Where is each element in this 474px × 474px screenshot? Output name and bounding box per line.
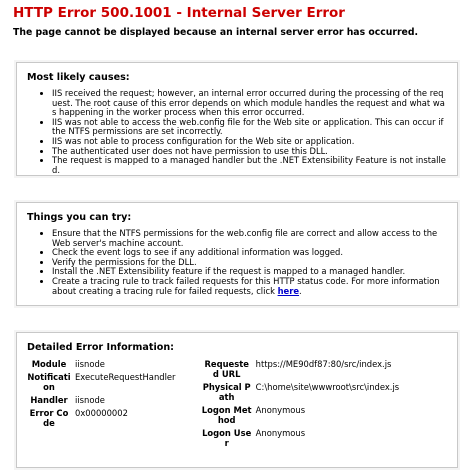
try-item: • Ensure that the NTFS permissions for the web.config file are correct and allow access to the Web server's machine account. bbox=[52, 229, 447, 248]
detail-value: Anonymous bbox=[255, 428, 306, 438]
try-item: • Install the .NET Extensibility feature if the request is mapped to a managed handler. bbox=[52, 267, 447, 277]
detail-row-module bbox=[27, 359, 180, 372]
cause-item: • The authenticated user does not have permission to use this DLL. bbox=[52, 147, 447, 157]
detail-value: iisnode bbox=[75, 359, 105, 369]
detail-row-logon-method bbox=[202, 405, 403, 428]
detail-value: ExecuteRequestHandler bbox=[75, 372, 176, 382]
detailed-error-heading: Detailed Error Information: bbox=[27, 342, 174, 353]
detailed-error-panel bbox=[16, 332, 458, 468]
detail-key: Logon User bbox=[202, 428, 252, 448]
try-item: • Check the event logs to see if any additional information was logged. bbox=[52, 248, 447, 258]
likely-causes-heading: Most likely causes: bbox=[27, 72, 130, 83]
detail-key: Module bbox=[31, 359, 67, 369]
detail-key: Notification bbox=[27, 372, 71, 392]
detail-key: Requested URL bbox=[204, 359, 249, 379]
detail-value: iisnode bbox=[75, 395, 105, 405]
likely-causes-panel bbox=[16, 62, 458, 176]
detail-row-logon-user bbox=[202, 428, 403, 451]
detail-right-table bbox=[202, 359, 403, 451]
things-to-try-panel bbox=[16, 202, 458, 306]
detail-key: Handler bbox=[30, 395, 68, 405]
here-link[interactable]: here bbox=[277, 285, 300, 296]
detail-key: Logon Method bbox=[201, 405, 252, 425]
detail-right-column bbox=[202, 359, 447, 451]
try-item-tracing bbox=[52, 277, 447, 296]
try-item: • Verify the permissions for the DLL. bbox=[52, 258, 447, 268]
detail-value: C:\home\site\wwwroot\src\index.js bbox=[255, 382, 400, 392]
detail-key: Error Code bbox=[29, 408, 69, 428]
likely-causes-list bbox=[27, 89, 447, 175]
detail-row-handler bbox=[27, 395, 180, 408]
detail-row-error-code bbox=[27, 408, 180, 431]
try-item-tracing-text: Create a tracing rule to track failed requests for this HTTP status code. For more information about creating a tracing rule for failed requests, click bbox=[52, 275, 440, 296]
detail-left-table bbox=[27, 359, 180, 431]
detail-left-column bbox=[27, 359, 202, 451]
detail-row-physical-path bbox=[202, 382, 403, 405]
detail-value: Anonymous bbox=[255, 405, 306, 415]
things-to-try-list bbox=[27, 229, 447, 296]
try-item-tracing-end: . bbox=[299, 285, 302, 296]
detail-grid bbox=[27, 359, 447, 451]
cause-item: • IIS received the request; however, an internal error occurred during the processing of the request. The root cause of this error depends on which module handles the request and what was happening in the worker process when this error occurred. bbox=[52, 89, 447, 118]
cause-item: • IIS was not able to access the web.config file for the Web site or application. This can occur if the NTFS permissions are set incorrectly. bbox=[52, 118, 447, 137]
error-subtitle: The page cannot be displayed because an internal server error has occurred. bbox=[13, 27, 419, 38]
detail-value: 0x00000002 bbox=[75, 408, 128, 418]
detail-row-notification bbox=[27, 372, 180, 395]
things-to-try-heading: Things you can try: bbox=[27, 212, 132, 223]
error-title: HTTP Error 500.1001 - Internal Server Error bbox=[13, 5, 345, 21]
cause-item: • IIS was not able to process configuration for the Web site or application. bbox=[52, 137, 447, 147]
cause-item: • The request is mapped to a managed handler but the .NET Extensibility Feature is not installed. bbox=[52, 156, 447, 175]
detail-value: https://ME90df87:80/src/index.js bbox=[255, 359, 392, 369]
detail-row-requested-url bbox=[202, 359, 403, 382]
detail-key: Physical Path bbox=[202, 382, 251, 402]
